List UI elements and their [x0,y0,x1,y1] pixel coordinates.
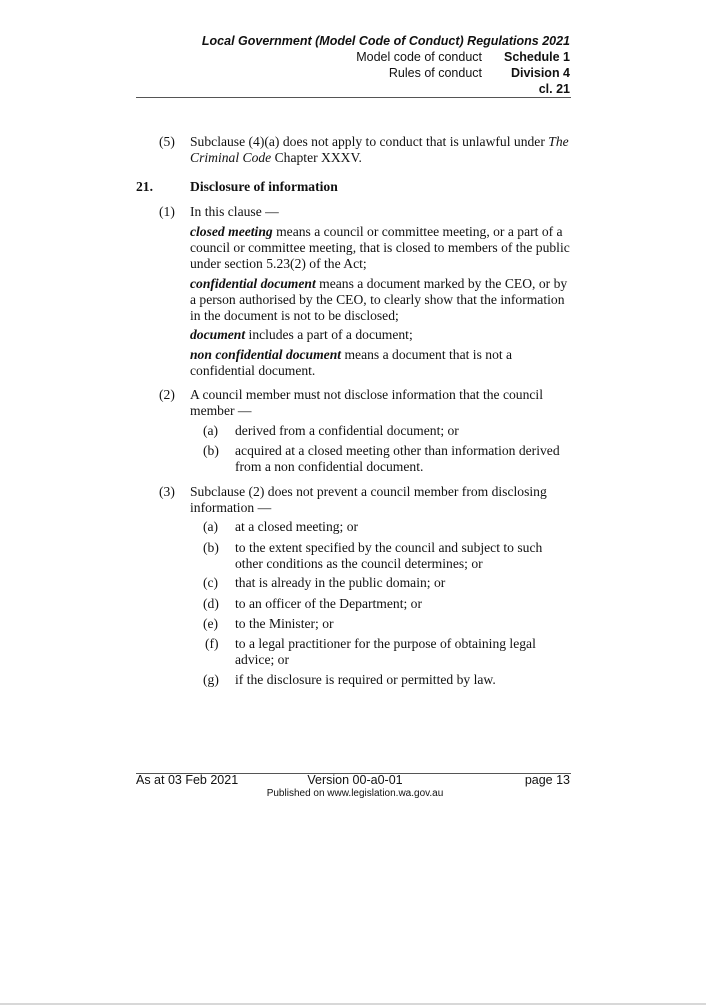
subclause-number: (2) [159,387,175,402]
subclause-intro: In this clause — [190,204,279,219]
paragraph-text-cont: advice; or [235,652,289,667]
paragraph-label: (g) [203,672,219,687]
definition-non-confidential-document: non confidential document means a document that is not a [190,347,513,362]
definition-line: under section 5.23(2) of the Act; [190,256,367,271]
paragraph-text-cont: from a non confidential document. [235,459,424,474]
paragraph-label: (a) [203,423,219,438]
clause-number: 21. [136,179,153,194]
header-schedule-number: Schedule 1 [504,50,570,64]
paragraph-text: to the extent specified by the council and subject to such [235,540,543,555]
definition-document: document includes a part of a document; [190,327,413,342]
subclause-text-cont: member — [190,403,252,418]
subclause-text-cont: information — [190,500,272,515]
footer-page-number: page 13 [524,773,570,787]
paragraph-label: (f) [205,636,219,651]
header-division-number: Division 4 [510,66,570,80]
paragraph-text: to a legal practitioner for the purpose of obtaining legal [235,636,536,651]
header-clause-ref: cl. 21 [538,82,570,96]
definition-line: confidential document. [190,363,316,378]
paragraph-text: acquired at a closed meeting other than information derived [235,443,560,458]
subclause-text-cont: Criminal Code Chapter XXXV. [190,150,362,165]
paragraph-label: (e) [203,616,219,631]
header-rule [136,97,571,98]
paragraph-text: if the disclosure is required or permitted by law. [235,672,496,687]
footer-date: As at 03 Feb 2021 [136,773,239,787]
subclause-number: (5) [159,134,175,149]
paragraph-text: to an officer of the Department; or [235,596,422,611]
paragraph-text-cont: other conditions as the council determines; or [235,556,483,571]
document-title: Local Government (Model Code of Conduct) Regulations 2021 [201,34,570,48]
clause-heading: Disclosure of information [190,179,338,194]
paragraph-label: (b) [203,443,219,458]
paragraph-label: (d) [203,596,219,611]
definition-line: a person authorised by the CEO, to clearly show that the information [190,292,565,307]
paragraph-text: that is already in the public domain; or [235,575,446,590]
footer-version: Version 00-a0-01 [307,773,403,787]
paragraph-label: (b) [203,540,219,555]
paragraph-text: at a closed meeting; or [235,519,359,534]
definition-closed-meeting: closed meeting means a council or committee meeting, or a part of a [190,224,563,239]
paragraph-label: (c) [203,575,219,590]
subclause-number: (3) [159,484,175,499]
definition-line: in the document is not to be disclosed; [190,308,399,323]
subclause-text: Subclause (4)(a) does not apply to conduct that is unlawful under The [190,134,569,149]
subclause-number: (1) [159,204,175,219]
definition-confidential-document: confidential document means a document marked by the CEO, or by [190,276,568,291]
paragraph-text: derived from a confidential document; or [235,423,459,438]
paragraph-text: to the Minister; or [235,616,334,631]
paragraph-label: (a) [203,519,219,534]
subclause-text: Subclause (2) does not prevent a council member from disclosing [190,484,547,499]
footer-published: Published on www.legislation.wa.gov.au [266,788,444,799]
header-schedule-name: Model code of conduct [356,50,482,64]
header-division-name: Rules of conduct [388,66,482,80]
definition-line: council or committee meeting, that is closed to members of the public [190,240,570,255]
subclause-text: A council member must not disclose information that the council [190,387,543,402]
